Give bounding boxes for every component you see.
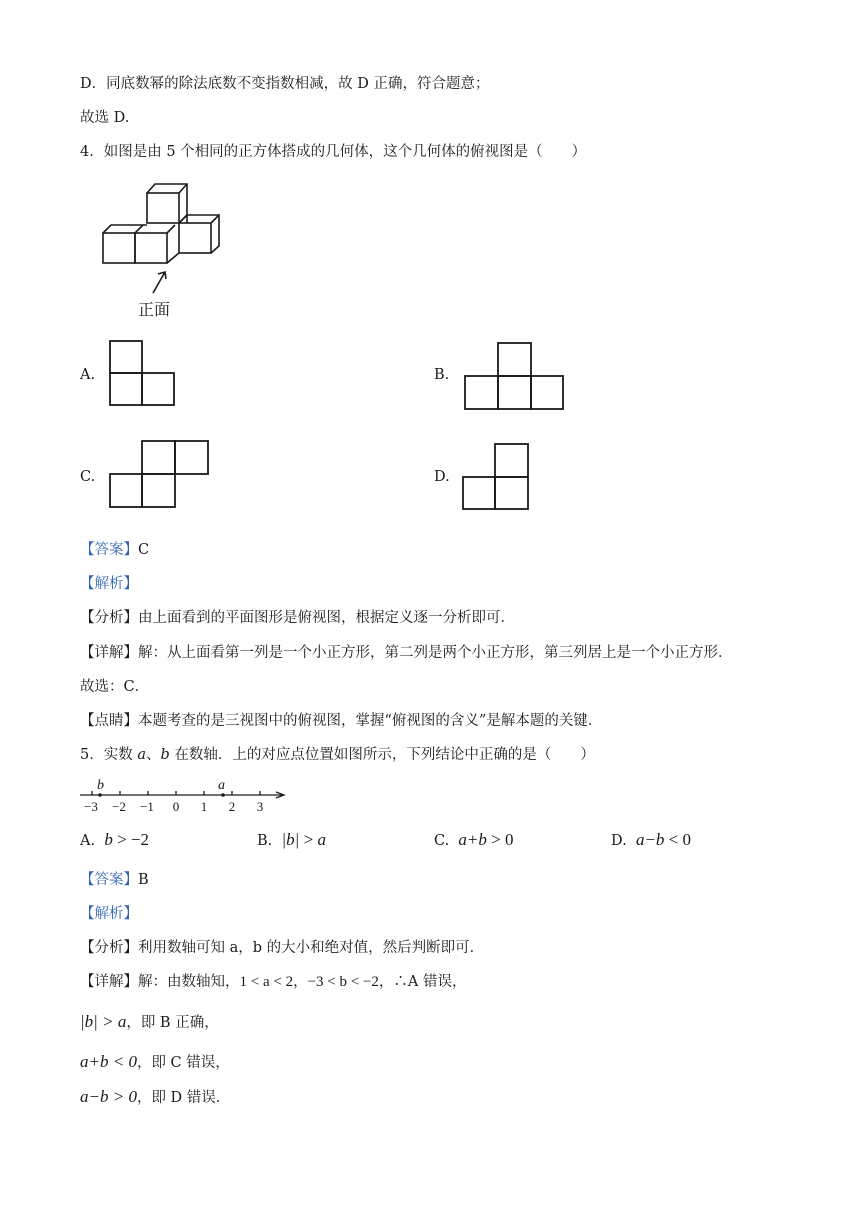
- q4-option-b-label: B.: [434, 367, 450, 383]
- q4-option-d-figure: [462, 443, 532, 513]
- q5-fenxi-tag: 【分析】: [80, 940, 138, 956]
- q4-stem: 4．如图是由 5 个相同的正方体搭成的几何体，这个几何体的俯视图是（ ）: [80, 144, 587, 160]
- q5-answer-line: [80, 870, 149, 890]
- q4-option-d-label: D.: [434, 469, 450, 485]
- q5-xiangjie-prefix: 解：由数轴知，: [138, 974, 240, 990]
- q5-line-b-text: ，即 B 正确，: [126, 1015, 219, 1031]
- number-line-point-a: a: [218, 778, 225, 793]
- q5-analysis-tag: 【解析】: [80, 906, 138, 922]
- q5-stem: [80, 745, 595, 765]
- q5-option-a: [80, 830, 149, 851]
- q4-front-label: 正面: [138, 302, 171, 319]
- q4-xiangjie: 解：从上面看第一列是一个小正方形，第二列是两个小正方形，第三列居上是一个小正方形．: [138, 645, 733, 661]
- q5-fenxi-line: [80, 938, 484, 958]
- q5-option-b-letter: B.: [257, 833, 273, 849]
- number-line-point-b: b: [97, 778, 104, 793]
- q5-stem-suffix: 在数轴．上的对应点位置如图所示，下列结论中正确的是（ ）: [169, 747, 595, 763]
- q4-option-c-label: C.: [80, 469, 96, 485]
- q5-option-d: [611, 830, 691, 851]
- q4-option-b-figure: [464, 342, 566, 412]
- q5-answer: B: [138, 872, 149, 888]
- q4-choose-line: 故选：C．: [80, 679, 150, 695]
- tick-label: −3: [84, 799, 98, 814]
- q4-option-a-label: A.: [80, 367, 96, 383]
- q4-answer: C: [138, 542, 150, 558]
- q5-line-d-text: ，即 D 错误．: [136, 1090, 231, 1106]
- q5-option-d-letter: D.: [611, 833, 627, 849]
- q5-option-b-rhs: a: [317, 830, 326, 849]
- q5-xiangjie-suffix: ，∴A 错误，: [378, 974, 467, 990]
- q4-dianjing-line: [80, 711, 602, 731]
- q5-option-c-op: >: [486, 830, 505, 849]
- q5-answer-tag: 【答案】: [80, 872, 138, 888]
- q5-option-d-lhs: a−b: [635, 830, 665, 849]
- q4-fenxi: 由上面看到的平面图形是俯视图，根据定义逐一分析即可．: [138, 610, 515, 626]
- q5-option-d-rhs: 0: [682, 830, 692, 849]
- q5-condition-b: −3 < b < −2: [307, 974, 379, 990]
- q5-var-b: b: [160, 747, 170, 763]
- q5-option-a-letter: A.: [80, 833, 96, 849]
- q4-answer-line: [80, 540, 149, 560]
- q5-option-b: [257, 830, 326, 851]
- q4-option-a-figure: [109, 340, 179, 408]
- q5-option-c-rhs: 0: [504, 830, 514, 849]
- tick-label: 0: [172, 799, 180, 814]
- tick-label: 2: [228, 799, 236, 814]
- q5-analysis-line: [80, 904, 138, 924]
- q5-stem-prefix: 5．实数: [80, 747, 138, 763]
- tick-label: −2: [112, 799, 126, 814]
- q5-condition-a: 1 < a < 2: [239, 974, 294, 990]
- prev-option-d-explanation: D．同底数幂的除法底数不变指数相减，故 D 正确，符合题意；: [80, 76, 490, 92]
- q5-xiangjie-tag: 【详解】: [80, 974, 138, 990]
- tick-label: 1: [200, 799, 208, 814]
- q4-dianjing: 本题考查的是三视图中的俯视图，掌握“俯视图的含义”是解本题的关键．: [138, 713, 603, 729]
- q4-fenxi-line: [80, 608, 515, 628]
- q5-line-c-text: ，即 C 错误，: [136, 1055, 230, 1071]
- q5-option-c-lhs: a+b: [458, 830, 487, 849]
- q5-comma: ，: [293, 974, 308, 990]
- q5-fenxi: 利用数轴可知 a，b 的大小和绝对值，然后判断即可．: [138, 940, 485, 956]
- q4-analysis-tag: 【解析】: [80, 576, 138, 592]
- q5-xiangjie-line: [80, 972, 467, 992]
- q5-line-d: [80, 1087, 230, 1108]
- q5-option-d-op: <: [664, 830, 683, 849]
- q4-analysis-line: [80, 574, 138, 594]
- q5-option-c-letter: C.: [434, 833, 450, 849]
- q4-cube-figure: [95, 178, 235, 323]
- q5-option-a-lhs: b: [104, 830, 113, 849]
- q5-line-c: [80, 1052, 230, 1073]
- q5-var-a: a: [137, 747, 146, 763]
- q5-option-a-op: >: [112, 830, 131, 849]
- q4-dianjing-tag: 【点睛】: [80, 713, 138, 729]
- q5-option-b-lhs: |b|: [281, 830, 300, 849]
- q5-line-c-math: a+b < 0: [80, 1052, 137, 1071]
- tick-label: −1: [140, 799, 154, 814]
- q4-xiangjie-tag: 【详解】: [80, 645, 138, 661]
- q4-xiangjie-line: [80, 643, 733, 663]
- q5-line-b: [80, 1012, 219, 1033]
- q4-answer-tag: 【答案】: [80, 542, 138, 558]
- prev-choose-line: 故选 D.: [80, 110, 130, 126]
- q4-option-c-figure: [109, 440, 211, 510]
- q5-number-line: [78, 775, 290, 819]
- q5-option-a-rhs: −2: [130, 830, 149, 849]
- q4-fenxi-tag: 【分析】: [80, 610, 138, 626]
- q5-option-c: [434, 830, 513, 851]
- q5-line-d-math: a−b > 0: [80, 1087, 137, 1106]
- q5-line-b-math: |b| > a: [80, 1012, 127, 1031]
- q5-sep: 、: [146, 747, 161, 763]
- q5-option-b-op: >: [299, 830, 318, 849]
- tick-label: 3: [256, 799, 264, 814]
